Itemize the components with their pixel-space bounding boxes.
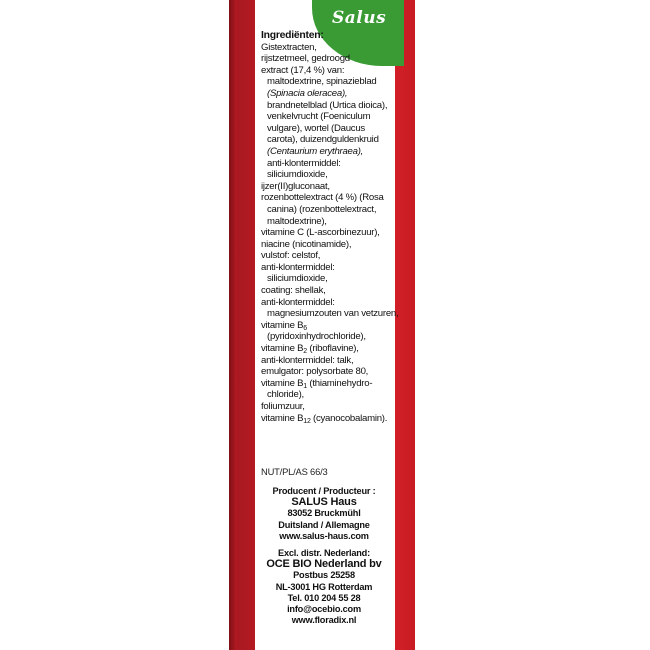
ingredient-text-after: (cyanocobalamin). xyxy=(310,412,388,424)
ingredient-text: anti-klontermiddel: xyxy=(267,157,341,169)
producer-street: 83052 Bruckmühl xyxy=(287,508,361,519)
distributor-city: NL-3001 HG Rotterdam xyxy=(275,581,373,592)
ingredient-line xyxy=(261,216,395,228)
ingredient-text: canina) (rozenbottelextract, xyxy=(267,203,377,215)
ingredient-text: (pyridoxinhydrochloride), xyxy=(267,331,366,343)
ingredient-line xyxy=(261,285,395,297)
distributor-postbus: Postbus 25258 xyxy=(293,570,355,581)
ingredient-text: extract (17,4 %) van: xyxy=(261,64,345,76)
ingredient-line xyxy=(261,331,395,343)
ingredient-line xyxy=(261,389,395,401)
vitamin-subscript: 6 xyxy=(303,324,307,332)
ingredient-line xyxy=(261,169,395,181)
vitamin-subscript: 2 xyxy=(303,348,307,356)
ingredient-text: siliciumdioxide, xyxy=(267,273,328,285)
distributor-email: info@ocebio.com xyxy=(287,604,361,615)
ingredient-text: chloride), xyxy=(267,389,304,401)
ingredient-text: ijzer(II)gluconaat, xyxy=(261,180,330,192)
ingredient-text: carota), duizendguldenkruid xyxy=(267,134,379,146)
ingredient-text: vulgare), wortel (Daucus xyxy=(267,122,365,134)
ingredient-text: vitamine B xyxy=(261,377,304,389)
ingredient-line xyxy=(261,204,395,216)
ingredient-line xyxy=(261,53,395,65)
ingredient-text: vitamine B xyxy=(261,319,304,331)
package-edge xyxy=(229,0,237,650)
ingredient-line xyxy=(261,355,395,367)
producer-heading: Producent / Producteur : xyxy=(272,486,376,496)
producer-country: Duitsland / Allemagne xyxy=(278,519,370,530)
ingredient-line xyxy=(261,100,395,112)
ingredient-line xyxy=(261,413,395,425)
ingredient-text: anti-klontermiddel: xyxy=(261,261,335,273)
vitamin-subscript: 12 xyxy=(303,417,311,425)
ingredient-line xyxy=(261,343,395,355)
ingredient-line xyxy=(261,297,395,309)
ingredient-line xyxy=(261,158,395,170)
producer-web: www.salus-haus.com xyxy=(279,530,369,541)
ingredient-line xyxy=(261,239,395,251)
ingredient-line xyxy=(261,111,395,123)
ingredient-text: brandnetelblad (Urtica dioica), xyxy=(267,99,388,111)
ingredient-text-after: (riboflavine), xyxy=(306,343,359,355)
ingredient-line xyxy=(261,123,395,135)
ingredient-text: maltodextrine, spinazieblad xyxy=(267,76,377,88)
vitamin-subscript: 1 xyxy=(303,382,307,390)
producer-block xyxy=(256,486,392,542)
ingredients-list xyxy=(261,30,399,425)
ingredient-text: siliciumdioxide, xyxy=(267,169,328,181)
ingredient-line xyxy=(261,308,399,320)
ingredient-line xyxy=(261,320,395,332)
ingredient-text: maltodextrine), xyxy=(267,215,327,227)
ingredient-text: emulgator: polysorbate 80, xyxy=(261,366,369,378)
ingredient-line xyxy=(261,134,395,146)
ingredient-lines xyxy=(261,41,399,425)
ingredient-text: magnesiumzouten van vetzuren, xyxy=(267,308,399,320)
ingredient-text: vulstof: celstof, xyxy=(261,250,321,262)
ingredient-line xyxy=(261,88,395,100)
ingredient-line xyxy=(261,65,395,77)
ingredient-text: vitamine C (L-ascorbinezuur), xyxy=(261,227,380,239)
ingredient-line xyxy=(261,250,395,262)
logo-text: Salus xyxy=(332,8,387,28)
distributor-tel: Tel. 010 204 55 28 xyxy=(287,592,361,603)
ingredient-line xyxy=(261,273,395,285)
ingredient-line xyxy=(261,262,395,274)
ingredient-text: vitamine B xyxy=(261,343,304,355)
ingredient-text: Gistextracten, xyxy=(261,41,317,53)
distributor-heading: Excl. distr. Nederland: xyxy=(278,548,370,558)
ingredient-line xyxy=(261,42,395,54)
ingredients-title: Ingrediënten: xyxy=(261,30,324,41)
distributor-name: OCE BIO Nederland bv xyxy=(266,558,382,571)
ingredient-line xyxy=(261,192,395,204)
ingredient-text: venkelvrucht (Foeniculum xyxy=(267,111,371,123)
ingredient-line xyxy=(261,378,395,390)
ingredient-text: niacine (nicotinamide), xyxy=(261,238,352,250)
distributor-web: www.floradix.nl xyxy=(291,615,357,626)
ingredient-text-after: (thiaminehydro- xyxy=(306,377,373,389)
ingredient-text: foliumzuur, xyxy=(261,401,305,412)
ingredient-text: rijstzetmeel, gedroogd xyxy=(261,53,350,65)
ingredient-line xyxy=(261,146,395,158)
ingredient-text: rozenbottelextract (4 %) (Rosa xyxy=(261,192,384,204)
ingredient-text: anti-klontermiddel: talk, xyxy=(261,354,354,366)
ingredient-text: (Centaurium erythraea), xyxy=(267,145,364,157)
distributor-block xyxy=(256,548,392,626)
ingredient-line xyxy=(261,76,395,88)
ingredient-line xyxy=(261,181,395,193)
ingredient-line xyxy=(261,366,395,378)
product-code: NUT/PL/AS 66/3 xyxy=(261,466,328,477)
producer-name: SALUS Haus xyxy=(291,496,357,509)
ingredient-text: anti-klontermiddel: xyxy=(261,296,335,308)
ingredient-text: vitamine B xyxy=(261,412,304,424)
ingredient-line xyxy=(261,227,395,239)
ingredient-text: coating: shellak, xyxy=(261,285,326,297)
ingredient-text: (Spinacia oleracea), xyxy=(267,87,348,99)
ingredient-line xyxy=(261,401,395,413)
